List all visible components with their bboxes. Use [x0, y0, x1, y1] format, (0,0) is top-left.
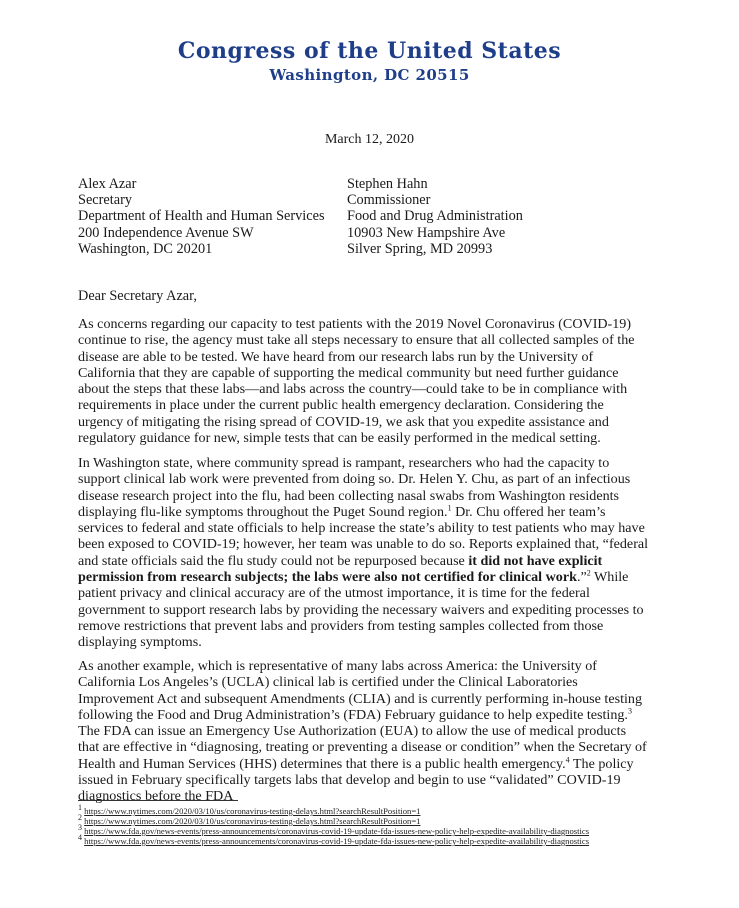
- footnote-number: 3: [78, 823, 82, 833]
- paragraph-text: The FDA can issue an Emergency Use Authorization (EUA) to allow the use of medical products that are effective in “diagnosing, treating or preventing a disease or condition” when the Secretary of Health and Human Services (HHS) determines that there is a public health emergency.: [78, 723, 647, 772]
- recipient-city: Silver Spring, MD 20993: [347, 240, 493, 257]
- footnote-2: [78, 813, 638, 826]
- recipient-street: 10903 New Hampshire Ave: [347, 224, 506, 241]
- footnote-number: 2: [78, 813, 82, 823]
- footnote-divider: [78, 800, 238, 801]
- letterhead-title: Congress of the United States: [177, 38, 562, 64]
- letter-date: March 12, 2020: [324, 132, 415, 147]
- footnote-1: [78, 803, 638, 816]
- paragraph-text: Dr. Chu offered her team’s services to federal and state officials to help increase the state’s ability to test patients who may have been exposed to COVID-19; however, her team was unable to do so. Reports explained that, “federal and state officials said the flu study could not be repurposed because: [78, 503, 649, 569]
- paragraph-text: In Washington state, where community spread is rampant, researchers who had the capacity to support clinical lab work were prevented from doing so. Dr. Helen Y. Chu, as part of an infectious disease research project into the flu, had been collecting nasal swabs from Washington residents displaying flu-like symptoms throughout the Puget Sound region.: [78, 455, 631, 520]
- recipient-city: Washington, DC 20201: [78, 240, 213, 257]
- recipient-name: Alex Azar: [78, 176, 137, 192]
- recipient-agency: Food and Drug Administration: [347, 208, 523, 225]
- recipient-title: Secretary: [78, 192, 132, 209]
- footnote-link-4[interactable]: https://www.fda.gov/news-events/press-announcements/coronavirus-covid-19-update-fda-issues-new-policy-help-expedite-availability-diagnostics: [84, 836, 590, 846]
- footnote-number: 1: [78, 803, 82, 813]
- footnote-ref-4[interactable]: 4: [565, 755, 570, 765]
- footnote-4: [78, 833, 638, 846]
- footnote-link-2[interactable]: https://www.nytimes.com/2020/03/10/us/coronavirus-testing-delays.html?searchResultPosition=1: [84, 816, 421, 826]
- paragraph-text: The policy issued in February specifically targets labs that develop and begin to use “validated” COVID-19 diagnostics before the FDA: [78, 755, 634, 805]
- paragraph-text: As another example, which is representative of many labs across America: the University of California Los Angeles’s (UCLA) clinical lab is certified under the Clinical Laboratories Improvement Act and subsequent Amendments (CLIA) and is currently performing in-house testing following the Food and Drug Administration’s (FDA) February guidance to help expedite testing.: [78, 658, 643, 723]
- emphasized-quote: it did not have explicit permission from research subjects; the labs were also not certified for clinical work: [78, 552, 603, 586]
- footnote-ref-3[interactable]: 3: [627, 706, 632, 716]
- footnote-link-3[interactable]: https://www.fda.gov/news-events/press-announcements/coronavirus-covid-19-update-fda-issues-new-policy-help-expedite-availability-diagnostics: [84, 826, 590, 836]
- footnote-number: 4: [78, 833, 82, 843]
- recipient-street: 200 Independence Avenue SW: [78, 224, 254, 241]
- footnote-link-1[interactable]: https://www.nytimes.com/2020/03/10/us/coronavirus-testing-delays.html?searchResultPosition=1: [84, 806, 421, 816]
- recipient-name: Stephen Hahn: [347, 176, 428, 192]
- recipient-agency: Department of Health and Human Services: [78, 208, 325, 225]
- footnotes: [78, 800, 638, 846]
- recipient-title: Commissioner: [347, 192, 431, 209]
- salutation: Dear Secretary Azar,: [78, 288, 197, 304]
- paragraph-text: .”: [576, 569, 587, 586]
- body-paragraph-2: [78, 455, 650, 651]
- body-paragraph-3: [78, 658, 650, 805]
- letterhead-location: Washington, DC 20515: [269, 66, 470, 84]
- recipient-address-hahn: [347, 176, 523, 257]
- footnote-ref-2[interactable]: 2: [586, 568, 591, 578]
- body-paragraph-1: As concerns regarding our capacity to test patients with the 2019 Novel Coronavirus (COVID-19) continue to rise, the agency must take all steps necessary to ensure that all collected samples of the disease are able to be tested. We have heard from our research labs run by the University of California that they are capable of supporting the medical community but need further guidance about the steps that these labs—and labs across the country—could take to be in compliance with requirements in place under the current public health emergency declaration. Considering the urgency of mitigating the rising spread of COVID-19, we ask that you expedite assistance and regulatory guidance for new, simple tests that can be easily performed in the medical setting.: [78, 316, 635, 447]
- footnote-3: [78, 823, 638, 836]
- footnote-ref-1[interactable]: 1: [447, 503, 452, 513]
- recipient-address-azar: [78, 176, 325, 257]
- paragraph-text: While patient privacy and clinical accuracy are of the utmost importance, it is time for the federal government to support research labs by providing the necessary waivers and expediting processes to remove restrictions that prevent labs and providers from testing samples collected from those displaying symptoms.: [78, 569, 644, 651]
